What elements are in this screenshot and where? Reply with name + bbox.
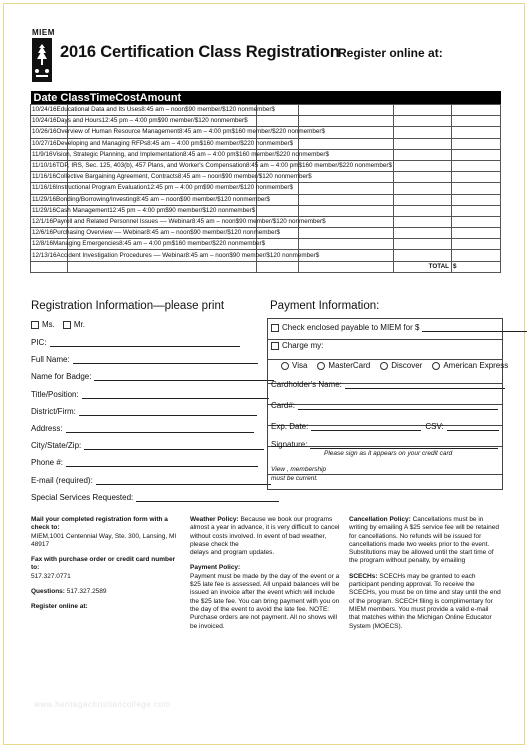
card-type-row — [281, 361, 508, 370]
class-row-text: 11/29/16Bonding/Borrowing/Investing8:45 am – noon$90 member/$120 nonmember$ — [31, 194, 68, 205]
registration-input-line[interactable] — [94, 371, 274, 381]
table-cell — [299, 116, 394, 127]
class-row-text: 12/8/16Managing Emergencies8:45 am – 4:00 pm$160 member/$220 nonmember$ — [31, 239, 68, 250]
watermark: www.heritagechristiancollege.com — [34, 700, 171, 709]
table-cell — [394, 250, 452, 261]
table-cell[interactable] — [452, 138, 501, 149]
table-cell — [394, 105, 452, 116]
signature-note: Please sign as it appears on your credit card — [324, 450, 453, 457]
table-cell — [394, 138, 452, 149]
signature-field[interactable] — [310, 439, 498, 449]
amex-radio[interactable] — [432, 362, 440, 370]
cancellation-column — [349, 516, 501, 631]
logo-text: MIEM — [32, 28, 55, 37]
table-cell — [299, 239, 394, 250]
cardholder-label: Cardholder's Name: — [271, 380, 342, 389]
table-cell — [299, 194, 394, 205]
table-cell — [394, 194, 452, 205]
table-cell[interactable] — [452, 205, 501, 216]
class-row-text: 12/1/16Payroll and Related Personnel Issues –– Webinar8:45 am – noon$90 member/$120 nonmember$ — [31, 216, 68, 227]
class-row-text: 11/16/16Collective Bargaining Agreement, Contracts8:45 am – noon$90 member/$120 nonmember$ — [31, 172, 68, 183]
scech-text: SCECHs may be granted to each participant pending approval. To receive the SCECHs, you must be on time and stay until the end of the program. SCECH filing is complimentary for MIEM members. You must provide a valid e-mail that matches within the Michigan Online Educator System (MOECS). — [349, 572, 501, 630]
table-row — [31, 138, 501, 149]
registration-field-label: Full Name: — [31, 355, 70, 365]
check-checkbox[interactable] — [271, 324, 279, 332]
registration-field-row — [31, 457, 258, 467]
registration-input-line[interactable] — [82, 389, 269, 399]
csv-field[interactable] — [447, 421, 499, 431]
registration-input-line[interactable] — [66, 423, 254, 433]
register-online-footer: Register online at: — [31, 603, 88, 611]
exp-row — [271, 421, 499, 431]
table-row — [31, 183, 501, 194]
table-cell — [394, 149, 452, 160]
signature-row — [271, 439, 498, 449]
cardholder-row — [271, 379, 505, 389]
table-row — [31, 127, 501, 138]
class-row-text: 11/29/16Cash Management12:45 pm – 4:00 pm$90 member/$120 nonmember$ — [31, 205, 68, 216]
exp-field[interactable] — [311, 421, 421, 431]
payment-policy-title: Payment Policy: — [190, 564, 241, 572]
discover-radio[interactable] — [380, 362, 388, 370]
payment-policy-text: Payment must be made by the day of the event or a $25 late fee is assessed. All unpaid balances will be issued an invoice after the event which will include the $25 late fee. You can bring payment with you on the day of the event to avoid the late fee. NOTE: Purchase orders are not payment. All no shows will be invoiced. — [190, 572, 340, 630]
visa-radio[interactable] — [281, 362, 289, 370]
table-cell[interactable] — [452, 105, 501, 116]
charge-row — [271, 341, 323, 350]
charge-checkbox[interactable] — [271, 342, 279, 350]
table-row — [31, 250, 501, 261]
registration-field-row — [31, 337, 240, 347]
registration-field-row — [31, 354, 258, 364]
discover-label: Discover — [391, 361, 423, 370]
table-cell[interactable] — [452, 127, 501, 138]
csv-label: CSV: — [425, 422, 444, 431]
registration-field-label: PIC: — [31, 338, 47, 347]
registration-field-row — [31, 389, 269, 399]
total-amount[interactable]: $ — [452, 261, 501, 272]
mail-title: Mail your completed registration form with a check to: — [31, 516, 168, 532]
michigan-figure-icon — [32, 38, 52, 82]
table-cell — [257, 261, 299, 272]
registration-input-line[interactable] — [84, 440, 264, 450]
registration-field-row — [31, 406, 257, 416]
table-row — [31, 228, 501, 239]
mail-column — [31, 516, 181, 612]
salutation-row — [31, 320, 85, 329]
weather-column — [190, 516, 340, 631]
table-header: Date ClassTimeCostAmount — [31, 91, 501, 105]
table-cell — [299, 261, 394, 272]
registration-input-line[interactable] — [96, 475, 271, 485]
fax-title: Fax with purchase order or credit card number to: — [31, 556, 176, 572]
cancellation-title: Cancellation Policy: — [349, 516, 411, 523]
page-title: 2016 Certification Class Registration — [60, 43, 340, 61]
registration-field-row — [31, 371, 274, 381]
table-cell — [394, 172, 452, 183]
table-row — [31, 172, 501, 183]
table-cell — [299, 138, 394, 149]
mr-checkbox[interactable] — [63, 321, 71, 329]
mastercard-radio[interactable] — [317, 362, 325, 370]
table-row — [31, 216, 501, 227]
table-row — [31, 149, 501, 160]
registration-input-line[interactable] — [50, 337, 240, 347]
registration-field-row — [31, 423, 254, 433]
weather-title: Weather Policy: — [190, 516, 239, 523]
cancellation-text: Cancellations must be in writing by emailing A $25 service fee will be retained for cancellations. No refunds will be issued for cancellations made two weeks prior to the event. Substitutions may be allowed until the start time of the program without penalty, by emailing — [349, 516, 499, 565]
class-row-text: 10/24/16Days and Hours12:45 pm – 4:00 pm$90 member/$120 nonmember$ — [31, 116, 68, 127]
class-row-text: 11/16/16Instructional Program Evaluation12:45 pm – 4:00 pm$90 member/$120 nonmember$ — [31, 183, 68, 194]
table-cell — [68, 261, 257, 272]
table-cell — [31, 261, 68, 272]
registration-input-line[interactable] — [79, 406, 257, 416]
card-number-row — [271, 400, 498, 410]
table-cell[interactable] — [452, 194, 501, 205]
mastercard-label: MasterCard — [328, 361, 371, 370]
class-row-text: 12/6/16Purchasing Overview –– Webinar8:45 am – noon$90 member/$120 nonmember$ — [31, 228, 68, 239]
table-cell — [257, 205, 299, 216]
payment-title: Payment Information: — [270, 300, 380, 312]
registration-field-row — [31, 475, 271, 485]
registration-field-label: District/Firm: — [31, 406, 76, 416]
table-cell[interactable] — [452, 216, 501, 227]
table-row — [31, 239, 501, 250]
table-cell[interactable] — [452, 160, 501, 171]
questions-label: Questions: — [31, 588, 65, 596]
check-row — [271, 322, 527, 332]
weather-text: Because we book our programs almost a year in advance, it is very difficult to cancel without costs involved. In event of bad weather, please check the — [190, 516, 340, 548]
table-cell[interactable] — [452, 116, 501, 127]
amex-label: American Express — [443, 361, 509, 370]
table-cell — [394, 239, 452, 250]
check-label: Check enclosed payable to MIEM for $ — [282, 323, 420, 332]
table-cell[interactable] — [452, 239, 501, 250]
questions-number: 517.327.2589 — [66, 588, 107, 596]
table-cell — [299, 228, 394, 239]
registration-field-row — [31, 492, 279, 502]
table-cell — [257, 116, 299, 127]
cardholder-field[interactable] — [345, 379, 505, 389]
registration-field-row — [31, 440, 264, 450]
table-cell[interactable] — [452, 183, 501, 194]
ms-label: Ms. — [42, 320, 55, 329]
registration-field-label: Special Services Requested: — [31, 492, 134, 502]
ms-checkbox[interactable] — [31, 321, 39, 329]
card-number-field[interactable] — [298, 400, 498, 410]
mail-address: MIEM,1001 Centennial Way, Ste. 300, Lansing, MI 48917 — [31, 532, 177, 548]
registration-input-line[interactable] — [66, 457, 258, 467]
table-row — [31, 105, 501, 116]
view-note-2: must be current. — [271, 475, 318, 482]
table-cell — [394, 160, 452, 171]
class-row-text: 11/10/16TDP, IRS, Sec. 125, 403(b), 457 Plans, and Worker's Compensation8:45 am – 4:00 pm$160 member/$220 nonmember$ — [31, 160, 68, 171]
fax-number: 517.327.0771 — [31, 572, 71, 580]
card-number-label: Card#: — [271, 401, 296, 410]
miem-logo — [32, 28, 54, 87]
registration-field-label: Phone #: — [31, 458, 64, 468]
registration-input-line[interactable] — [73, 354, 258, 364]
table-cell — [299, 183, 394, 194]
table-cell — [394, 228, 452, 239]
class-row-text: 11/9/16Vision, Strategic Planning, and Implementation8:45 am – 4:00 pm$160 member/$220 nonmember$ — [31, 149, 68, 160]
class-row-text: 10/27/16Developing and Managing RFPs8:45 am – 4:00 pm$160 member/$220 nonmember$ — [31, 138, 68, 149]
table-cell[interactable] — [452, 250, 501, 261]
table-cell — [394, 116, 452, 127]
class-row-text: 10/24/16Educational Data and Its Uses8:45 am – noon$90 member/$120 nonmember$ — [31, 105, 68, 116]
signature-label: Signature: — [271, 440, 308, 449]
view-note-1: View , membership — [271, 466, 327, 473]
class-row-text: 12/13/16Accident Investigation Procedures –– Webinar8:45 am – noon$90 member/$120 nonmember$ — [31, 250, 68, 261]
registration-field-label: Address: — [31, 424, 63, 433]
class-row-text: 10/26/16Overview of Human Resource Management8:45 am – 4:00 pm$160 member/$220 nonmember$ — [31, 127, 68, 138]
scech-title: SCECHs: — [349, 572, 378, 580]
mr-label: Mr. — [73, 320, 85, 329]
visa-label: Visa — [292, 361, 308, 370]
table-cell — [394, 205, 452, 216]
table-cell — [394, 216, 452, 227]
table-row — [31, 160, 501, 171]
registration-input-line[interactable] — [136, 492, 279, 502]
registration-field-label: E-mail (required): — [31, 475, 93, 485]
table-cell[interactable] — [452, 149, 501, 160]
registration-title: Registration Information—please print — [31, 300, 225, 312]
registration-field-label: Name for Badge: — [31, 372, 92, 382]
classes-table — [30, 91, 501, 273]
registration-field-label: Title/Position: — [31, 389, 79, 399]
check-amount-field[interactable] — [422, 322, 527, 332]
table-cell — [299, 205, 394, 216]
table-cell — [394, 127, 452, 138]
table-row — [31, 194, 501, 205]
table-cell[interactable] — [452, 172, 501, 183]
table-cell — [299, 172, 394, 183]
registration-field-label: City/State/Zip: — [31, 441, 82, 451]
table-cell — [394, 183, 452, 194]
table-row — [31, 116, 501, 127]
exp-label: Exp. Date: — [271, 422, 309, 431]
charge-label: Charge my: — [282, 341, 324, 350]
total-row — [31, 261, 501, 272]
table-row — [31, 205, 501, 216]
register-online-header: Register online at: — [338, 46, 443, 60]
table-cell — [299, 105, 394, 116]
table-cell[interactable] — [452, 228, 501, 239]
weather-text-2: delays and program updates. — [190, 549, 275, 557]
total-label: TOTAL — [394, 261, 452, 272]
